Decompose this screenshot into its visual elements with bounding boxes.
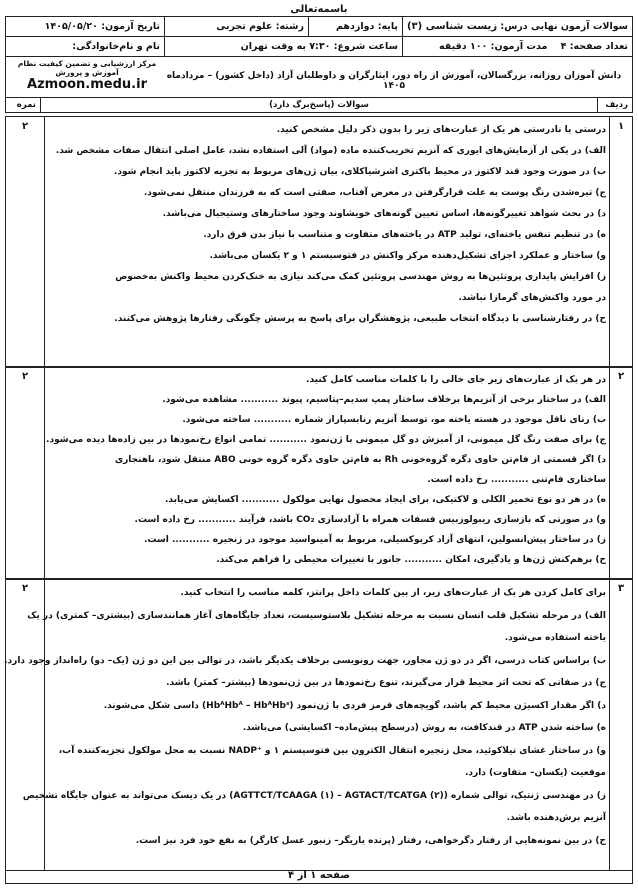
question-instruction: درستی یا نادرستی هر یک از عبارت‌های زیر را بدون ذکر دلیل مشخص کنید. <box>276 125 606 135</box>
question-item: آنزیم برش‌دهنده باشد. <box>506 813 606 823</box>
question-item: ز) در ساختار پیش‌انسولین، انتهای آزاد کربوکسیلی، مربوط به آمینواسید موجود در زنجیره ........... است. <box>143 535 606 545</box>
question-item: ح) در بین نمونه‌هایی از رفتار دگرخواهی، رفتار (پرنده یاریگر– زنبور عسل کارگر) به نفع خود فرد نیز است. <box>135 835 606 846</box>
question-item: ز) افزایش پایداری پروتئین‌ها به روش مهندسی پروتئین کمک می‌کند نیازی به خنک‌کردن محیط واکنش به‌خصوص <box>115 272 606 282</box>
question-item: د) در بحث شواهد تغییرگونه‌ها، اساس تعیین گونه‌های خویشاوند وجود ساختارهای وستیجیال می‌باشد. <box>162 209 606 219</box>
question-body <box>50 120 606 330</box>
subject: زیست شناسی (۳) <box>406 21 498 32</box>
question-item: ج) تیره‌شدن رنگ پوست به علت قرارگرفتن در معرض آفتاب، صفتی است که به فرزندان منتقل نمی‌شود. <box>143 188 606 198</box>
question-item: و) در ساختار غشای تیلاکوئید، محل زنجیره انتقال الکترون بین فتوسیستم ۱ و ⁺NADP نسبت به محل مولکول تجزیه‌کننده آب، <box>58 745 606 756</box>
question-item: در مورد واکنش‌های گرمازا نباشد. <box>458 293 606 303</box>
question-number: ۲ <box>609 367 632 579</box>
student-name-label: نام و نام‌خانوادگی: <box>72 41 160 52</box>
question-item: ب) رنای ناقل موجود در هسته یاخته مو، توسط آنزیم رنابسپاراز شماره ........... ساخته می‌شود. <box>182 415 606 425</box>
question-block <box>5 116 633 368</box>
bismillah: باسمه‌تعالی <box>290 4 348 15</box>
question-item: د) اگر مقدار اکسیژن محیط کم باشد، گویچه‌های قرمز فردی با ژن‌نمود (HbᴬHbᴬ – HbᴬHbˢ) داسی شکل می‌شوند. <box>103 700 606 711</box>
question-item: د) اگر قسمتی از فام‌تن حاوی دگره گروه‌خونی Rh به فام‌تن حاوی دگره گروه خونی ABO منتقل شود، ناهنجاری <box>114 455 606 465</box>
question-item: ه) در تنظیم تنفس یاخته‌ای، تولید ATP در یاخته‌های متفاوت و متناسب با نیاز بدن فرق دارد. <box>203 230 606 240</box>
grade-label: پایه: <box>377 21 398 32</box>
field-cell <box>165 17 309 37</box>
question-item: و) ساختار و عملکرد اجزای تشکیل‌دهنده مرکز واکنش در فتوسیستم ۱ و ۲ یکسان می‌باشد. <box>209 251 606 261</box>
start-time: ۷:۳۰ به وقت تهران <box>240 41 331 52</box>
page-footer: صفحه ۱ از ۴ <box>5 869 633 884</box>
question-item: ب) در صورت وجود قند لاکتوز در محیط باکتری اشرشیاکلای، بیان ژن‌های مربوط به تجزیه لاکتوز باید انجام شود. <box>113 167 606 177</box>
date-label: تاریخ آزمون: <box>101 21 160 32</box>
question-item: ساختاری فام‌تنی ........... رخ داده است. <box>427 475 606 485</box>
question-item: ه) در هر دو نوع تخمیر الکلی و لاکتیکی، برای ایجاد محصول نهایی مولکول ........... اکسایش می‌یابد. <box>165 495 606 505</box>
question-item: الف) در یکی از آزمایش‌های ایوری که آنزیم تخریب‌کننده ماده (مواد) آلی استفاده نشد، عامل اصلی انتقال صفات مشخص شد. <box>55 146 606 156</box>
question-body <box>46 370 606 570</box>
duration: ۱۰۰ دقیقه <box>439 41 488 52</box>
question-item: ح) برهم‌کنش ژن‌ها و یادگیری، امکان ........... جانور با تغییرات محیطی را فراهم می‌کند. <box>216 555 606 565</box>
issuer-block <box>12 59 162 92</box>
exam-page <box>5 4 633 884</box>
start-cell <box>165 37 403 57</box>
exam-banner <box>5 57 633 98</box>
question-item: یاخته استفاده می‌شود. <box>504 633 606 643</box>
exam-title-cell <box>402 17 632 37</box>
grade: دوازدهم <box>335 21 375 32</box>
exam-title-label: سوالات آزمون نهایی درس: <box>500 21 628 32</box>
date-cell <box>6 17 165 37</box>
question-item: ح) در رفتارشناسی با دیدگاه انتخاب طبیعی، پژوهشگران برای پاسخ به پرسش چگونگی رفتارها پژوهش می‌کنند. <box>114 314 606 324</box>
question-item: الف) در مرحله تشکیل قلب انسان نسبت به مرحله تشکیل بلاستوسیست، تعداد جایگاه‌های آغاز همانندسازی (بیشتری– کمتری) در یک <box>27 610 606 621</box>
start-label: ساعت شروع: <box>333 41 398 52</box>
question-item: موقعیت (یکسان– متفاوت) دارد. <box>464 768 606 778</box>
column-header-bar <box>5 98 633 113</box>
exam-header <box>5 16 633 57</box>
banner-title: دانش آموزان روزانه، بزرگسالان، آموزش از راه دور، ایثارگران و داوطلبان آزاد (داخل کشور) – مردادماه ۱۴۰۵ <box>166 71 622 91</box>
question-score: ۲ <box>6 117 45 367</box>
question-number: ۱ <box>609 117 632 367</box>
question-body <box>4 582 606 852</box>
question-item: ب) براساس کتاب درسی، اگر در دو ژن مجاور، جهت رونویسی برخلاف یکدیگر باشد، در توالی بین این دو ژن (یک– دو) راه‌انداز وجود دارد. <box>4 655 606 666</box>
exam-date: ۱۴۰۵/۰۵/۲۰ <box>44 21 98 32</box>
questions-column-header: سوالات (پاسخ‌برگ دارد) <box>40 98 597 112</box>
field: علوم تجربی <box>216 21 273 32</box>
question-number: ۳ <box>609 579 632 870</box>
pages-label: تعداد صفحه: <box>569 41 628 52</box>
question-score: ۲ <box>6 579 45 870</box>
question-instruction: در هر یک از عبارت‌های زیر جای خالی را با کلمات مناسب کامل کنید. <box>306 375 606 385</box>
issuer-name: مرکز ارزشیابی و تضمین کیفیت نظام آموزش و پرورش <box>17 59 157 77</box>
pages-cell <box>402 37 632 57</box>
field-label: رشته: <box>275 21 304 32</box>
row-column-header: ردیف <box>597 98 632 112</box>
question-instruction: برای کامل کردن هر یک از عبارت‌های زیر، از بین کلمات داخل پرانتز، کلمه مناسب را انتخاب کنید. <box>180 588 606 598</box>
score-column-header: نمره <box>16 100 36 110</box>
question-item: و) در صورتی که بازسازی ریبولوزبیس فسفات همراه با آزادسازی CO₂ باشد، فرآیند ........... رخ داده است. <box>134 515 606 525</box>
question-block <box>5 578 633 871</box>
question-block <box>5 366 633 580</box>
question-item: ج) در صفاتی که تحت اثر محیط قرار می‌گیرند، تنوع رخ‌نمودها در بین ژن‌نمودها (بیشتر– کمتر) باشد. <box>166 678 606 688</box>
name-cell <box>6 37 165 57</box>
question-item: ز) در مهندسی ژنتیک، توالی شماره (AGTTCT/TCAAGA (۱) – AGTACT/TCATGA (۲)) در یک دیسک می‌تواند به عنوان جایگاه تشخیص <box>22 790 606 801</box>
page-count: ۴ <box>560 41 567 52</box>
duration-label: مدت آزمون: <box>490 41 548 52</box>
question-item: ه) ساخته شدن ATP در قندکافت، به روش (درسطح پیش‌ماده– اکسایشی) می‌باشد. <box>242 723 606 733</box>
question-item: ج) برای صفت رنگ گل میمونی، از آمیزش دو گل میمونی با ژن‌نمود ........... تمامی انواع رخ‌نمودها در بین زاده‌ها دیده می‌شود. <box>46 435 606 445</box>
grade-cell <box>308 17 402 37</box>
question-item: الف) در ساختار برخی از آنزیم‌ها برخلاف ساختار پمپ سدیم–پتاسیم، پیوند ........... مشاهده می‌شود. <box>162 395 606 405</box>
question-score: ۲ <box>6 367 45 579</box>
website-link[interactable]: Azmoon.medu.ir <box>27 77 147 92</box>
